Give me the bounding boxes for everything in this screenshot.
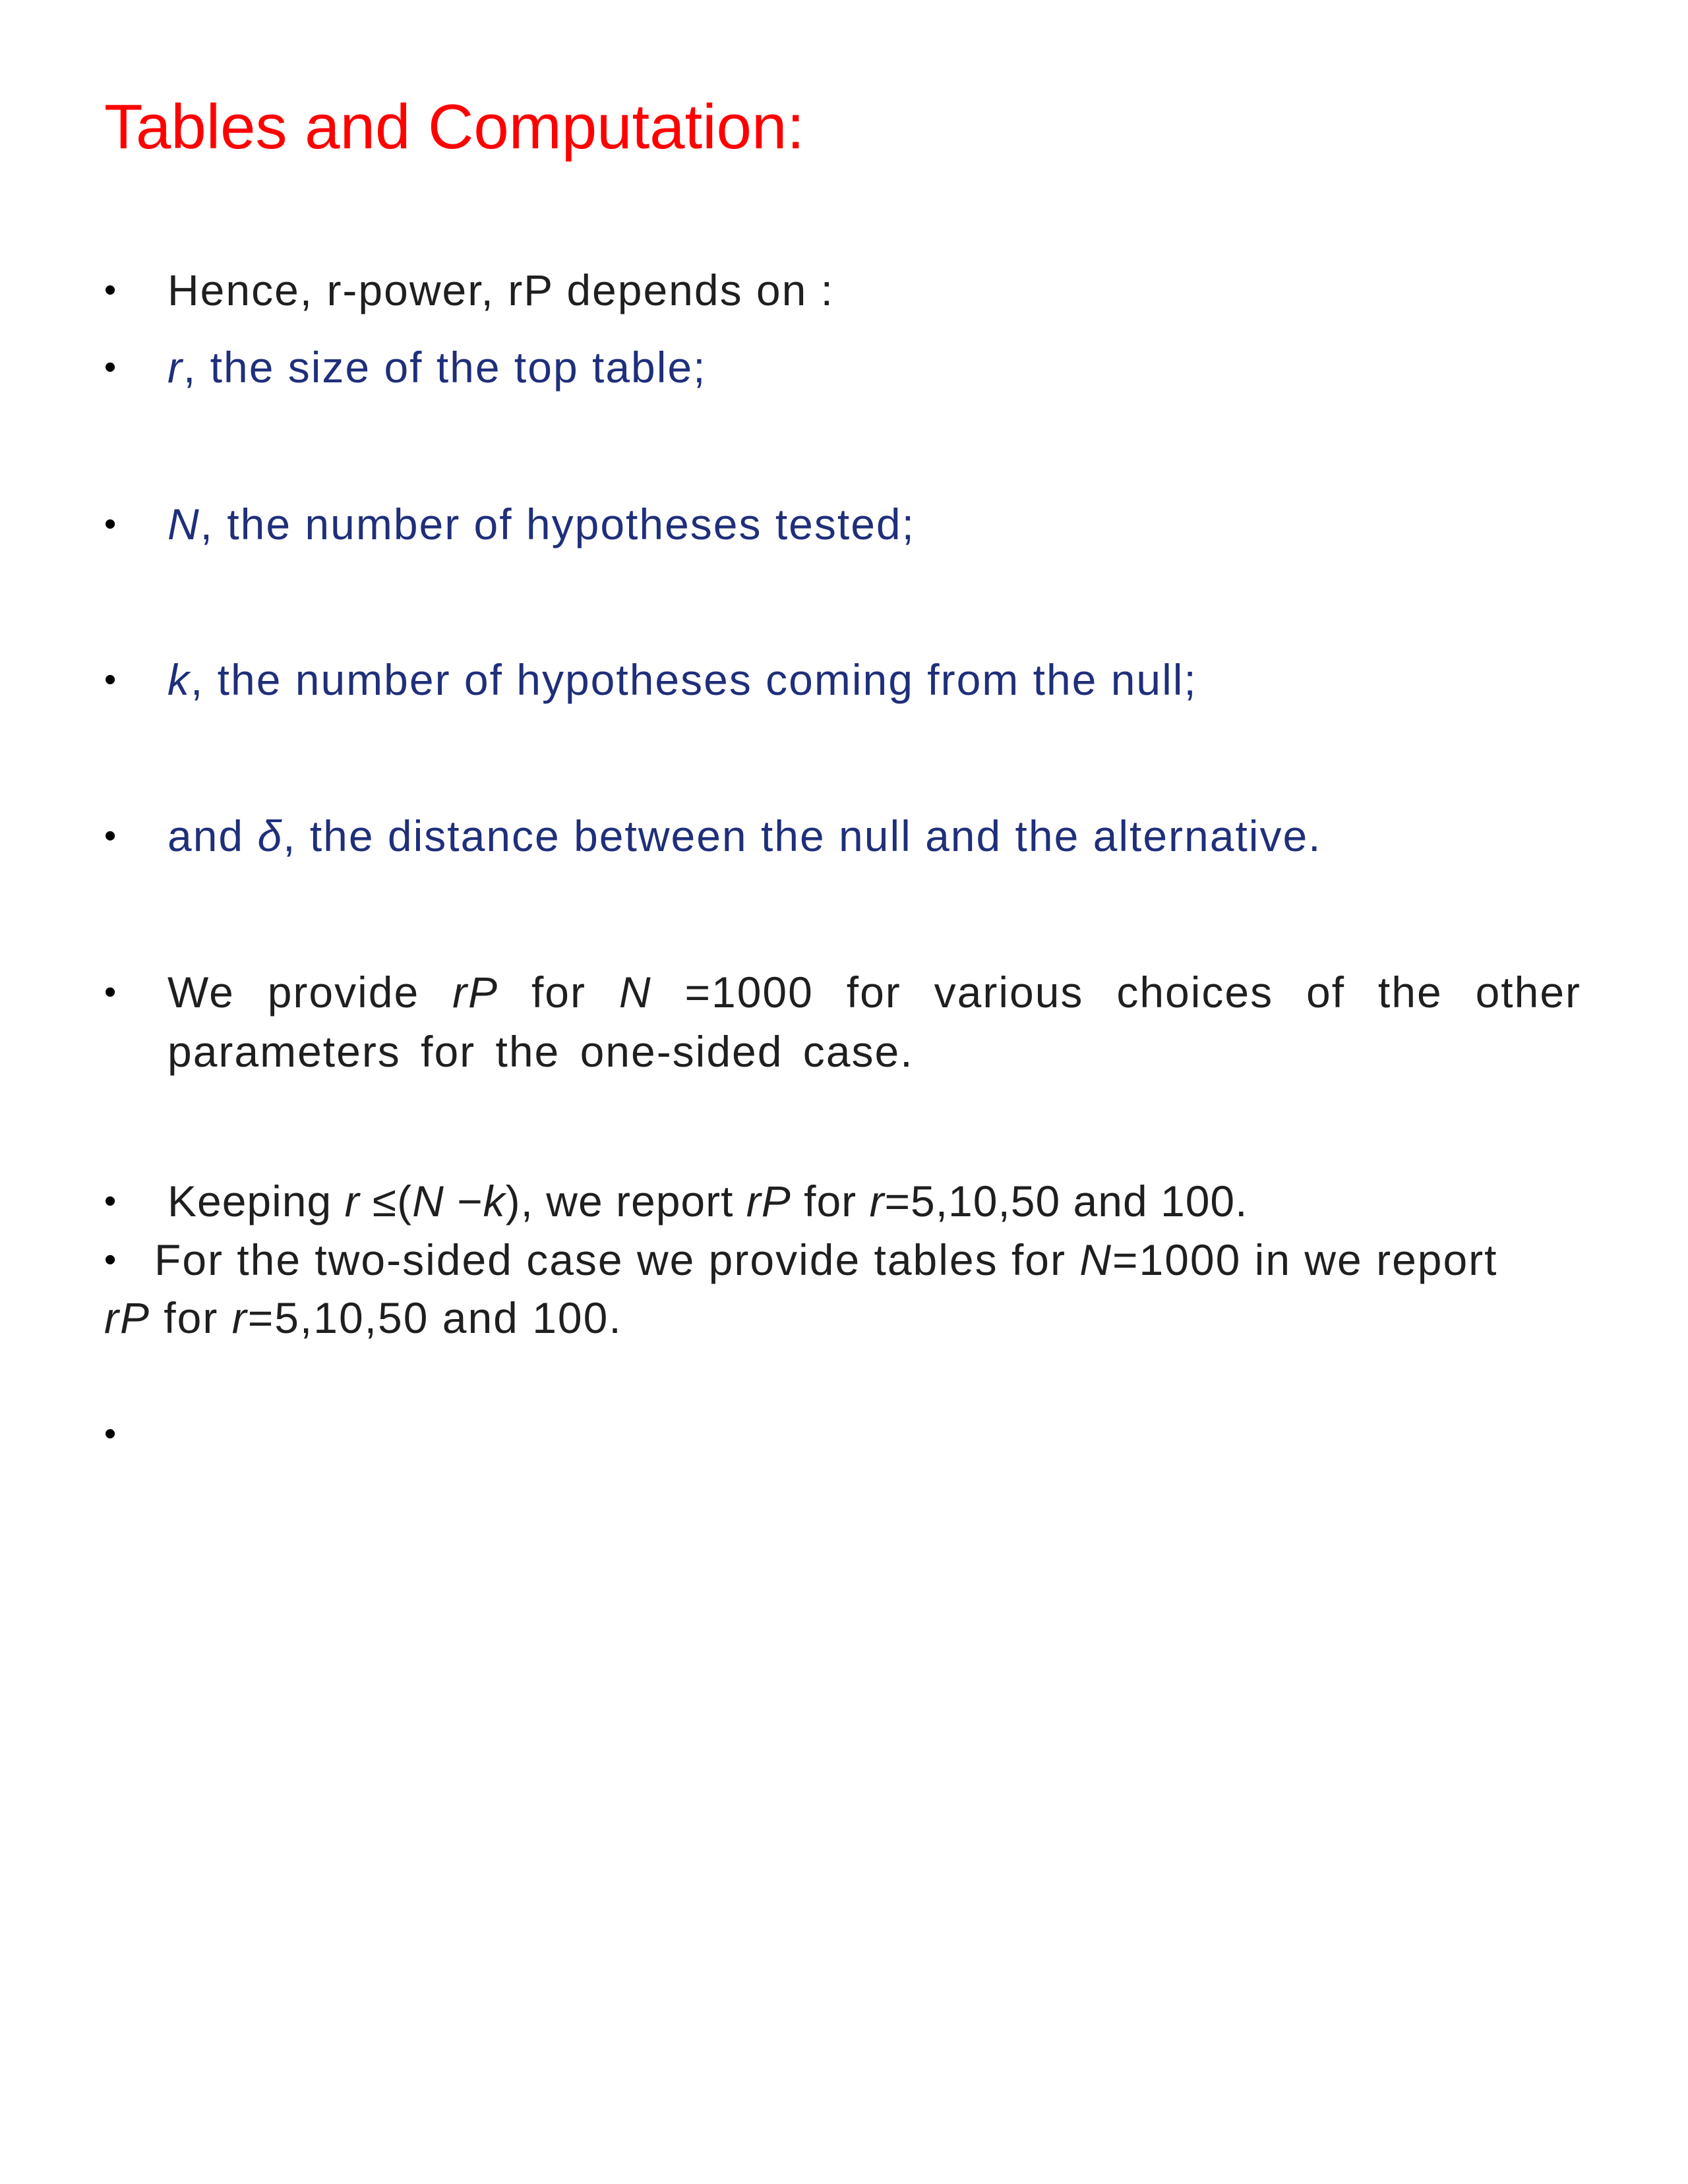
var-r: r (344, 1177, 360, 1225)
bullet-marker: • (104, 817, 117, 855)
bullet-depends-on (104, 260, 1581, 320)
bullet-text-rest: , the size of the top table; (183, 343, 707, 392)
bullet-text-rest: , the distance between the null and the alternative. (283, 812, 1322, 860)
var-rp: rP (746, 1177, 791, 1225)
var-r: r (869, 1177, 885, 1225)
bullet-text-pre: Keeping (167, 1177, 345, 1225)
bullet-text-mid: − (444, 1177, 483, 1225)
bullet-marker: • (104, 661, 117, 699)
var-n: N (618, 968, 652, 1017)
bullet-text (167, 494, 1581, 554)
bullet-text-rest: =5,10,50 and 100. (884, 1177, 1248, 1225)
bullet-marker: • (104, 348, 117, 386)
bullet-k-number (104, 650, 1581, 709)
var-k: k (167, 655, 191, 704)
bullet-provide-rp (104, 962, 1581, 1081)
bullet-text-pre: For the two-sided case we provide tables for (154, 1235, 1080, 1284)
bullet-text (167, 338, 1581, 397)
var-r: r (231, 1293, 248, 1342)
var-n: N (1079, 1235, 1112, 1284)
bullet-r-size (104, 338, 1581, 397)
bullet-text-mid: for (150, 1293, 232, 1342)
bullet-text-mid: ), we report (505, 1177, 746, 1225)
bullet-text-pre: We provide (167, 968, 453, 1017)
bullet-text (167, 806, 1581, 866)
var-n: N (167, 500, 200, 548)
bullet-text (167, 962, 1581, 1081)
var-rp: rP (104, 1293, 150, 1342)
bullet-text (167, 650, 1581, 709)
bullet-text-mid: for (791, 1177, 870, 1225)
bullet-two-sided-continuation (104, 1288, 1581, 1347)
var-delta: δ (257, 812, 284, 860)
var-n: N (412, 1177, 444, 1225)
bullet-text-pre: and (167, 812, 258, 860)
var-k: k (483, 1177, 506, 1225)
bullet-marker: • (104, 1182, 117, 1220)
bullet-text-rest: =1000 for various choices of the other parameters for the one-sided case. (167, 968, 1582, 1076)
bullet-two-sided (104, 1230, 1581, 1289)
bullet-marker: • (104, 973, 117, 1011)
bullet-delta-distance (104, 806, 1581, 866)
bullet-keeping-r (104, 1171, 1581, 1231)
bullet-text (167, 1171, 1581, 1231)
slide-title: Tables and Computation: (104, 92, 804, 162)
bullet-marker: • (104, 505, 117, 543)
bullet-marker: • (104, 1241, 117, 1279)
var-rp: rP (452, 968, 499, 1017)
bullet-text-mid: for (498, 968, 619, 1017)
var-r: r (167, 343, 183, 392)
bullet-n-number (104, 494, 1581, 554)
bullet-text (154, 1230, 1581, 1289)
bullet-text-rest: , the number of hypotheses tested; (200, 500, 915, 548)
bullet-text-rest: , the number of hypotheses coming from the null; (191, 655, 1197, 704)
bullet-text: Hence, r-power, rP depends on : (167, 266, 835, 314)
bullet-marker: • (104, 1415, 117, 1453)
bullet-text-mid: ≤( (359, 1177, 413, 1225)
bullet-text-rest: =5,10,50 and 100. (247, 1293, 622, 1342)
bullet-text-rest: =1000 in we report (1112, 1235, 1498, 1284)
bullet-marker: • (104, 271, 117, 309)
